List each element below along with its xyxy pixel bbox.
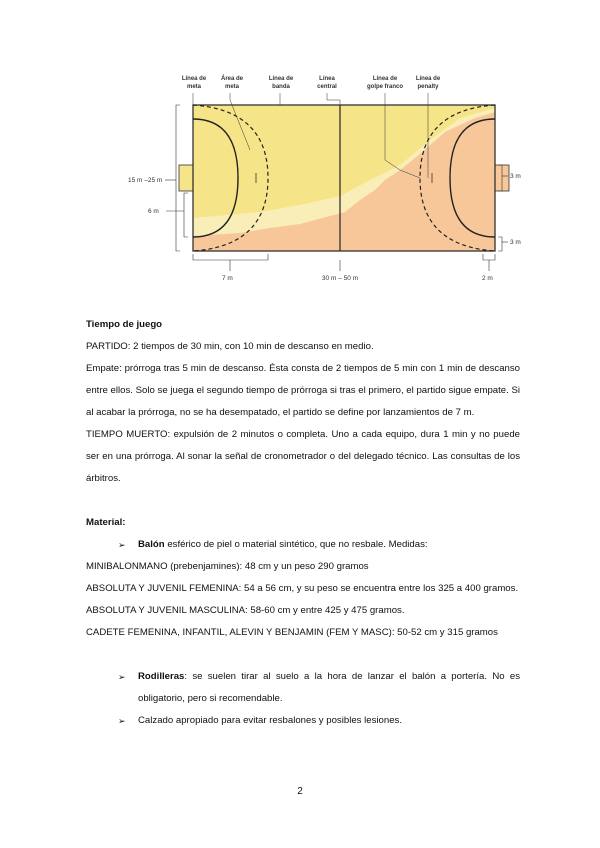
dim-six-m: 6 m <box>148 208 159 215</box>
label-linea-banda-1: Línea de <box>268 76 294 82</box>
document-body <box>86 314 520 732</box>
label-golpe-franco-1: Línea de <box>372 76 398 82</box>
dim-seven-m: 7 m <box>222 275 233 282</box>
label-area-meta-1: Área de <box>220 76 244 82</box>
label-linea-banda-2: banda <box>272 84 290 90</box>
paragraph-tiempo-muerto: TIEMPO MUERTO: expulsión de 2 minutos o completa. Uno a cada equipo, dura 1 min y no puede ser en una prórroga. Al sonar la señal de cronometrador o del delegado técnico. Las consultas de los árbitros. <box>86 429 520 484</box>
handball-court-diagram <box>0 0 600 300</box>
list-item-rodilleras <box>86 666 520 710</box>
dim-width: 15 m –25 m <box>128 177 163 184</box>
medida-cadete: CADETE FEMENINA, INFANTIL, ALEVIN Y BENJAMIN (FEM Y MASC): 50-52 cm y 315 gramos <box>86 627 498 638</box>
paragraph-empate: Empate: prórroga tras 5 min de descanso. Ésta consta de 2 tiempos de 5 min con 1 min de descanso entre ellos. Solo se juega el segundo tiempo de prórroga si tras el primero, el partido sigue empate. Si al acabar la prórroga, no se ha desempatado, el partido se define por lanzamientos de 7 m. <box>86 363 520 418</box>
bullet-arrow-icon: ➢ <box>118 716 126 726</box>
heading-material: Material: <box>86 517 126 528</box>
list-item-balon <box>86 534 520 556</box>
medida-absoluta-masculina: ABSOLUTA Y JUVENIL MASCULINA: 58-60 cm y entre 425 y 475 gramos. <box>86 605 405 616</box>
label-linea-meta-1: Línea de <box>181 76 207 82</box>
list-item-calzado <box>86 710 520 732</box>
dim-three-m-bottom: 3 m <box>510 239 521 246</box>
calzado-text: Calzado apropiado para evitar resbalones y posibles lesiones. <box>138 715 402 726</box>
label-penalty-1: Línea de <box>415 76 441 82</box>
label-area-meta-2: meta <box>224 84 240 90</box>
goal-left <box>179 165 193 191</box>
paragraph-partido: PARTIDO: 2 tiempos de 30 min, con 10 min de descanso en medio. <box>86 341 374 352</box>
rodilleras-text: : se suelen tirar al suelo a la hora de lanzar el balón a portería. No es obligatorio, pero si recomendable. <box>138 671 520 704</box>
label-golpe-franco-2: golpe franco <box>366 84 404 90</box>
heading-tiempo-de-juego: Tiempo de juego <box>86 319 163 330</box>
bullet-arrow-icon: ➢ <box>118 672 126 682</box>
medida-minibalonmano: MINIBALONMANO (prebenjamines): 48 cm y un peso 290 gramos <box>86 561 369 572</box>
label-penalty-2: penalty <box>417 84 439 90</box>
balon-term: Balón <box>138 539 165 550</box>
dim-length: 30 m – 50 m <box>321 275 359 282</box>
label-linea-central-1: Línea <box>319 76 335 82</box>
dim-two-m: 2 m <box>482 275 493 282</box>
label-linea-meta-2: meta <box>186 84 202 90</box>
label-linea-central-2: central <box>317 84 337 90</box>
page-number: 2 <box>297 786 303 797</box>
bullet-arrow-icon: ➢ <box>118 540 126 550</box>
dim-three-m-top: 3 m <box>510 173 521 180</box>
rodilleras-term: Rodilleras <box>138 671 185 682</box>
medida-absoluta-femenina: ABSOLUTA Y JUVENIL FEMENINA: 54 a 56 cm, y su peso se encuentra entre los 325 a 400 gramos. <box>86 583 519 594</box>
balon-text: esférico de piel o material sintético, que no resbale. Medidas: <box>164 539 428 550</box>
